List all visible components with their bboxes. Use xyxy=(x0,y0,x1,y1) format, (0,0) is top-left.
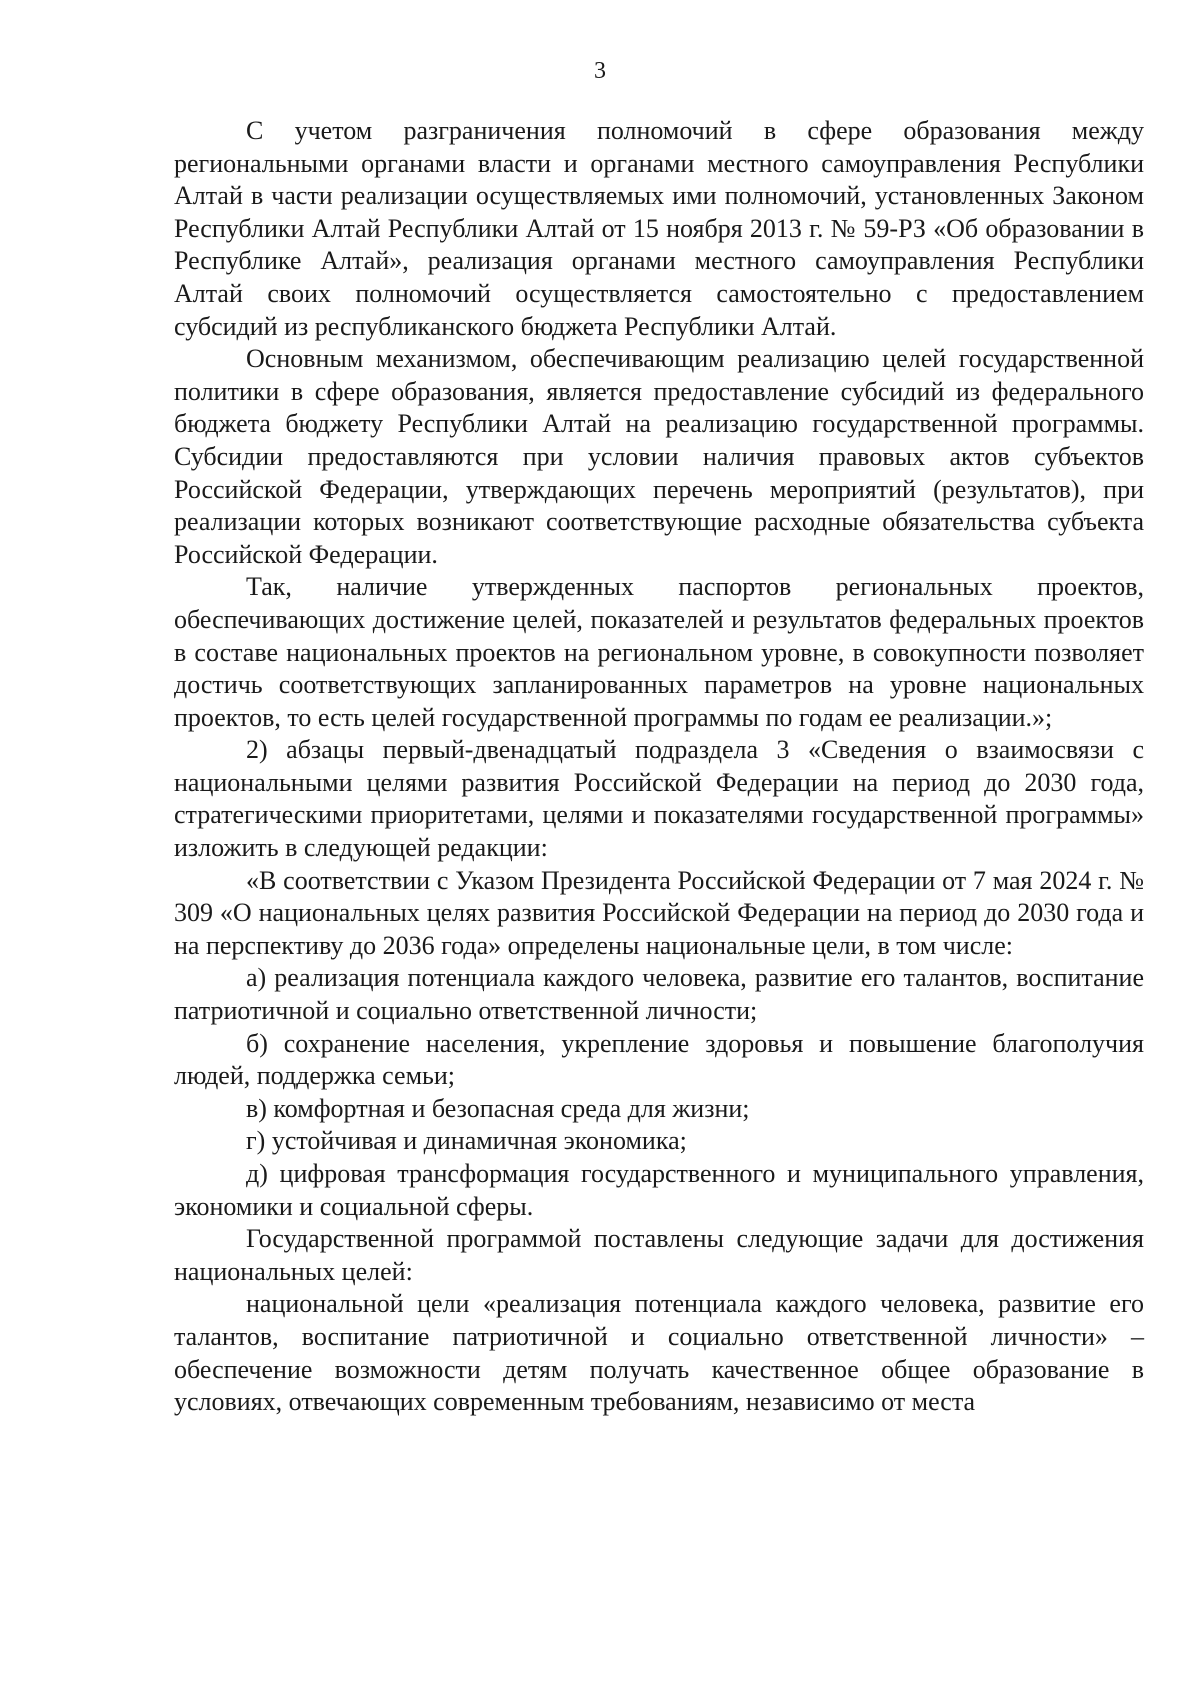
list-item-goal-a: а) реализация потенциала каждого человека, развитие его талантов, воспитание патриотичной и социально ответственной личности; xyxy=(174,963,1144,1026)
page-number: 3 xyxy=(594,58,606,84)
list-item-goal-g: г) устойчивая и динамичная экономика; xyxy=(246,1126,687,1156)
paragraph-subsidy-mechanism: Основным механизмом, обеспечивающим реализацию целей государственной политики в сфере образования, является предоставление субсидий из федерального бюджета бюджету Республики Алтай на реализацию государственной программы. Субсидии предоставляются при условии наличия правовых актов субъектов Российской Федерации, утверждающих перечень мероприятий (результатов), при реализации которых возникают соответствующие расходные обязательства субъекта Российской Федерации. xyxy=(174,344,1144,569)
document-body xyxy=(174,115,1144,1419)
list-item-goal-b: б) сохранение населения, укрепление здоровья и повышение благополучия людей, поддержка семьи; xyxy=(174,1028,1144,1091)
list-item-goal-v: в) комфортная и безопасная среда для жизни; xyxy=(246,1093,750,1123)
paragraph-program-tasks: Государственной программой поставлены следующие задачи для достижения национальных целей: xyxy=(174,1224,1144,1286)
paragraph-regional-projects: Так, наличие утвержденных паспортов региональных проектов, обеспечивающих достижение целей, показателей и результатов федеральных проектов в составе национальных проектов на региональном уровне, в совокупности позволяет достичь соответствующих запланированных параметров на уровне национальных проектов, то есть целей государственной программы по годам ее реализации.»; xyxy=(174,572,1144,732)
list-item-goal-d: д) цифровая трансформация государственного и муниципального управления, экономики и социальной сферы. xyxy=(174,1159,1144,1221)
paragraph-amendment-item-2: 2) абзацы первый-двенадцатый подраздела 3 «Сведения о взаимосвязи с национальными целями развития Российской Федерации на период до 2030 года, стратегическими приоритетами, целями и показателями государственной программы» изложить в следующей редакции: xyxy=(174,735,1144,863)
paragraph-powers-delimitation: С учетом разграничения полномочий в сфере образования между региональными органами власти и органами местного самоуправления Республики Алтай в части реализации осуществляемых ими полномочий, установленных Законом Республики Алтай Республики Алтай от 15 ноября 2013 г. № 59-РЗ «Об образовании в Республике Алтай», реализация органами местного самоуправления Республики Алтай своих полномочий осуществляется самостоятельно с предоставлением субсидий из республиканского бюджета Республики Алтай. xyxy=(174,116,1144,341)
paragraph-goal-task-detail: национальной цели «реализация потенциала каждого человека, развитие его талантов, воспитание патриотичной и социально ответственной личности» – обеспечение возможности детям получать качественное общее образование в условиях, отвечающих современным требованиям, независимо от места xyxy=(174,1289,1144,1417)
paragraph-presidential-decree: «В соответствии с Указом Президента Российской Федерации от 7 мая 2024 г. № 309 «О национальных целях развития Российской Федерации на период до 2030 года и на перспективу до 2036 года» определены национальные цели, в том числе: xyxy=(174,865,1144,960)
